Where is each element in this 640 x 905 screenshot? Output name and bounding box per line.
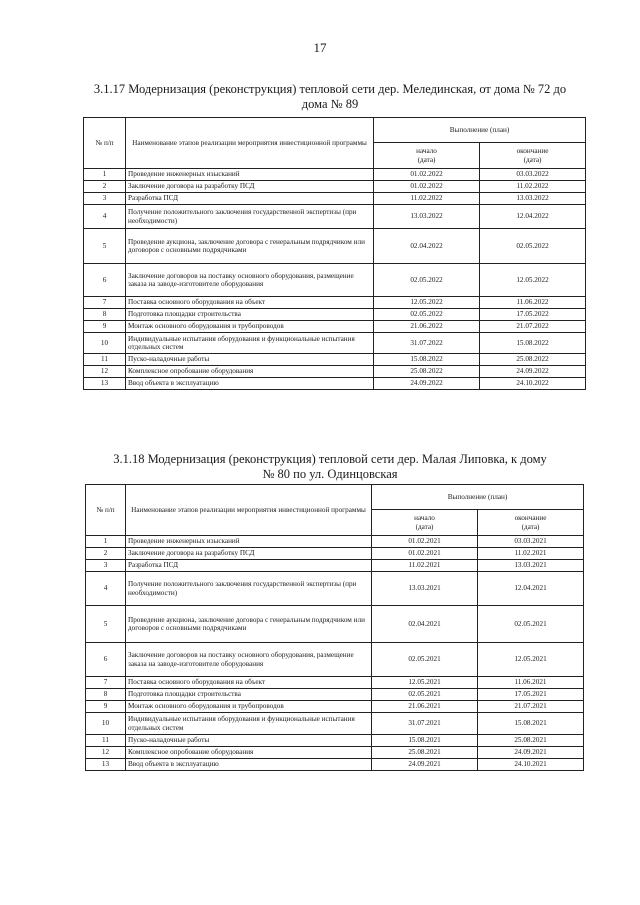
end-date: 13.03.2021 (478, 560, 584, 572)
row-number: 1 (84, 169, 126, 181)
column-header-number: № п/п (84, 118, 126, 169)
stage-name: Комплексное опробование оборудования (126, 366, 374, 378)
table-row (86, 735, 584, 747)
table-row (84, 297, 586, 309)
stage-name: Подготовка площадки строительства (126, 689, 372, 701)
start-date: 13.03.2021 (372, 572, 478, 606)
table-row (84, 321, 586, 333)
table-row (84, 366, 586, 378)
stage-name: Проведение аукциона, заключение договора с генеральным подрядчиком или договоров с основными подрядчиками (126, 229, 374, 264)
table-row (84, 309, 586, 321)
start-label: начало (416, 147, 437, 156)
row-number: 4 (86, 572, 126, 606)
start-date: 21.06.2021 (372, 701, 478, 713)
end-sub-label: (дата) (523, 155, 542, 164)
row-number: 2 (84, 181, 126, 193)
stage-name: Разработка ПСД (126, 560, 372, 572)
start-sub-label: (дата) (417, 155, 436, 164)
start-date: 01.02.2021 (372, 536, 478, 548)
stage-name: Пуско-наладочные работы (126, 735, 372, 747)
row-number: 4 (84, 205, 126, 229)
section-title-3-1-18: 3.1.18 Модернизация (реконструкция) тепловой сети дер. Малая Липовка, к дому № 80 по ул. Одинцовская (113, 452, 547, 481)
end-date: 11.06.2021 (478, 677, 584, 689)
end-date: 11.02.2021 (478, 548, 584, 560)
end-date: 03.03.2021 (478, 536, 584, 548)
row-number: 6 (86, 643, 126, 677)
table-row (84, 229, 586, 264)
table-row (86, 759, 584, 771)
stage-name: Получение положительного заключения государственной экспертизы (при необходимости) (126, 572, 372, 606)
end-date: 15.08.2021 (478, 713, 584, 735)
row-number: 5 (86, 606, 126, 643)
row-number: 2 (86, 548, 126, 560)
row-number: 7 (86, 677, 126, 689)
stage-name: Получение положительного заключения государственной экспертизы (при необходимости) (126, 205, 374, 229)
column-header-execution: Выполнение (план) (372, 485, 584, 510)
table-row (84, 333, 586, 354)
row-number: 13 (86, 759, 126, 771)
section-title-3-1-17: 3.1.17 Модернизация (реконструкция) тепловой сети дер. Мелединская, от дома № 72 до дома № 89 (93, 82, 567, 111)
row-number: 11 (84, 354, 126, 366)
start-date: 25.08.2022 (374, 366, 480, 378)
table-row (86, 677, 584, 689)
row-number: 10 (84, 333, 126, 354)
column-header-number: № п/п (86, 485, 126, 536)
schedule-table-3-1-17 (83, 117, 586, 390)
table-row (84, 193, 586, 205)
stage-name: Заключение договора на разработку ПСД (126, 181, 374, 193)
table-row (84, 354, 586, 366)
row-number: 5 (84, 229, 126, 264)
end-date: 12.05.2022 (480, 264, 586, 297)
start-date: 24.09.2022 (374, 378, 480, 390)
start-date: 25.08.2021 (372, 747, 478, 759)
stage-name: Монтаж основного оборудования и трубопроводов (126, 701, 372, 713)
stage-name: Разработка ПСД (126, 193, 374, 205)
start-date: 02.05.2021 (372, 643, 478, 677)
start-date: 12.05.2021 (372, 677, 478, 689)
table-row (84, 264, 586, 297)
end-date: 24.09.2022 (480, 366, 586, 378)
stage-name: Заключение договора на разработку ПСД (126, 548, 372, 560)
start-date: 01.02.2021 (372, 548, 478, 560)
stage-name: Проведение инженерных изысканий (126, 169, 374, 181)
end-date: 13.03.2022 (480, 193, 586, 205)
start-date: 24.09.2021 (372, 759, 478, 771)
stage-name: Подготовка площадки строительства (126, 309, 374, 321)
column-header-execution: Выполнение (план) (374, 118, 586, 143)
column-header-end (480, 143, 586, 169)
start-date: 02.04.2022 (374, 229, 480, 264)
stage-name: Заключение договоров на поставку основного оборудования, размещение заказа на заводе-изготовителе оборудования (126, 264, 374, 297)
row-number: 12 (86, 747, 126, 759)
table-row (86, 643, 584, 677)
column-header-start (372, 510, 478, 536)
table-row (86, 701, 584, 713)
start-date: 15.08.2022 (374, 354, 480, 366)
end-date: 25.08.2021 (478, 735, 584, 747)
end-date: 12.04.2021 (478, 572, 584, 606)
start-sub-label: (дата) (415, 522, 434, 531)
column-header-stage-name: Наименование этапов реализации мероприятия инвестиционной программы (126, 118, 374, 169)
table-row (86, 560, 584, 572)
end-date: 21.07.2022 (480, 321, 586, 333)
end-date: 02.05.2021 (478, 606, 584, 643)
start-date: 02.05.2022 (374, 264, 480, 297)
table-row (84, 169, 586, 181)
stage-name: Комплексное опробование оборудования (126, 747, 372, 759)
end-label: окончание (516, 147, 549, 156)
row-number: 9 (86, 701, 126, 713)
end-date: 25.08.2022 (480, 354, 586, 366)
start-date: 01.02.2022 (374, 181, 480, 193)
table-row (84, 205, 586, 229)
table-row (86, 536, 584, 548)
stage-name: Индивидуальные испытания оборудования и функциональные испытания отдельных систем (126, 333, 374, 354)
start-date: 02.04.2021 (372, 606, 478, 643)
table-row (86, 713, 584, 735)
table-body (84, 169, 586, 390)
end-date: 17.05.2022 (480, 309, 586, 321)
row-number: 12 (84, 366, 126, 378)
stage-name: Заключение договоров на поставку основного оборудования, размещение заказа на заводе-изготовителе оборудования (126, 643, 372, 677)
start-date: 11.02.2022 (374, 193, 480, 205)
row-number: 10 (86, 713, 126, 735)
stage-name: Индивидуальные испытания оборудования и функциональные испытания отдельных систем (126, 713, 372, 735)
end-date: 24.10.2022 (480, 378, 586, 390)
end-date: 11.06.2022 (480, 297, 586, 309)
stage-name: Проведение инженерных изысканий (126, 536, 372, 548)
stage-name: Проведение аукциона, заключение договора с генеральным подрядчиком или договоров с основными подрядчиками (126, 606, 372, 643)
row-number: 1 (86, 536, 126, 548)
end-date: 12.05.2021 (478, 643, 584, 677)
end-date: 15.08.2022 (480, 333, 586, 354)
end-date: 03.03.2022 (480, 169, 586, 181)
table-row (86, 548, 584, 560)
start-date: 15.08.2021 (372, 735, 478, 747)
end-date: 24.09.2021 (478, 747, 584, 759)
row-number: 6 (84, 264, 126, 297)
end-label: окончание (514, 514, 547, 523)
start-label: начало (414, 514, 435, 523)
start-date: 13.03.2022 (374, 205, 480, 229)
column-header-end (478, 510, 584, 536)
start-date: 31.07.2021 (372, 713, 478, 735)
row-number: 3 (86, 560, 126, 572)
row-number: 9 (84, 321, 126, 333)
table-row (86, 606, 584, 643)
start-date: 31.07.2022 (374, 333, 480, 354)
table-row (86, 747, 584, 759)
stage-name: Поставка основного оборудования на объект (126, 677, 372, 689)
row-number: 11 (86, 735, 126, 747)
stage-name: Пуско-наладочные работы (126, 354, 374, 366)
start-date: 11.02.2021 (372, 560, 478, 572)
row-number: 13 (84, 378, 126, 390)
start-date: 02.05.2021 (372, 689, 478, 701)
end-date: 12.04.2022 (480, 205, 586, 229)
column-header-stage-name: Наименование этапов реализации мероприятия инвестиционной программы (126, 485, 372, 536)
schedule-table-3-1-18 (85, 484, 584, 771)
page-number: 17 (313, 40, 327, 55)
stage-name: Поставка основного оборудования на объект (126, 297, 374, 309)
row-number: 7 (84, 297, 126, 309)
start-date: 02.05.2022 (374, 309, 480, 321)
end-date: 21.07.2021 (478, 701, 584, 713)
start-date: 21.06.2022 (374, 321, 480, 333)
end-sub-label: (дата) (521, 522, 540, 531)
table-body (86, 536, 584, 771)
row-number: 8 (86, 689, 126, 701)
row-number: 3 (84, 193, 126, 205)
table-row (86, 689, 584, 701)
end-date: 11.02.2022 (480, 181, 586, 193)
table-row (84, 181, 586, 193)
stage-name: Ввод объекта в эксплуатацию (126, 759, 372, 771)
end-date: 17.05.2021 (478, 689, 584, 701)
start-date: 12.05.2022 (374, 297, 480, 309)
start-date: 01.02.2022 (374, 169, 480, 181)
stage-name: Ввод объекта в эксплуатацию (126, 378, 374, 390)
end-date: 02.05.2022 (480, 229, 586, 264)
stage-name: Монтаж основного оборудования и трубопроводов (126, 321, 374, 333)
row-number: 8 (84, 309, 126, 321)
table-row (86, 572, 584, 606)
table-row (84, 378, 586, 390)
end-date: 24.10.2021 (478, 759, 584, 771)
column-header-start (374, 143, 480, 169)
